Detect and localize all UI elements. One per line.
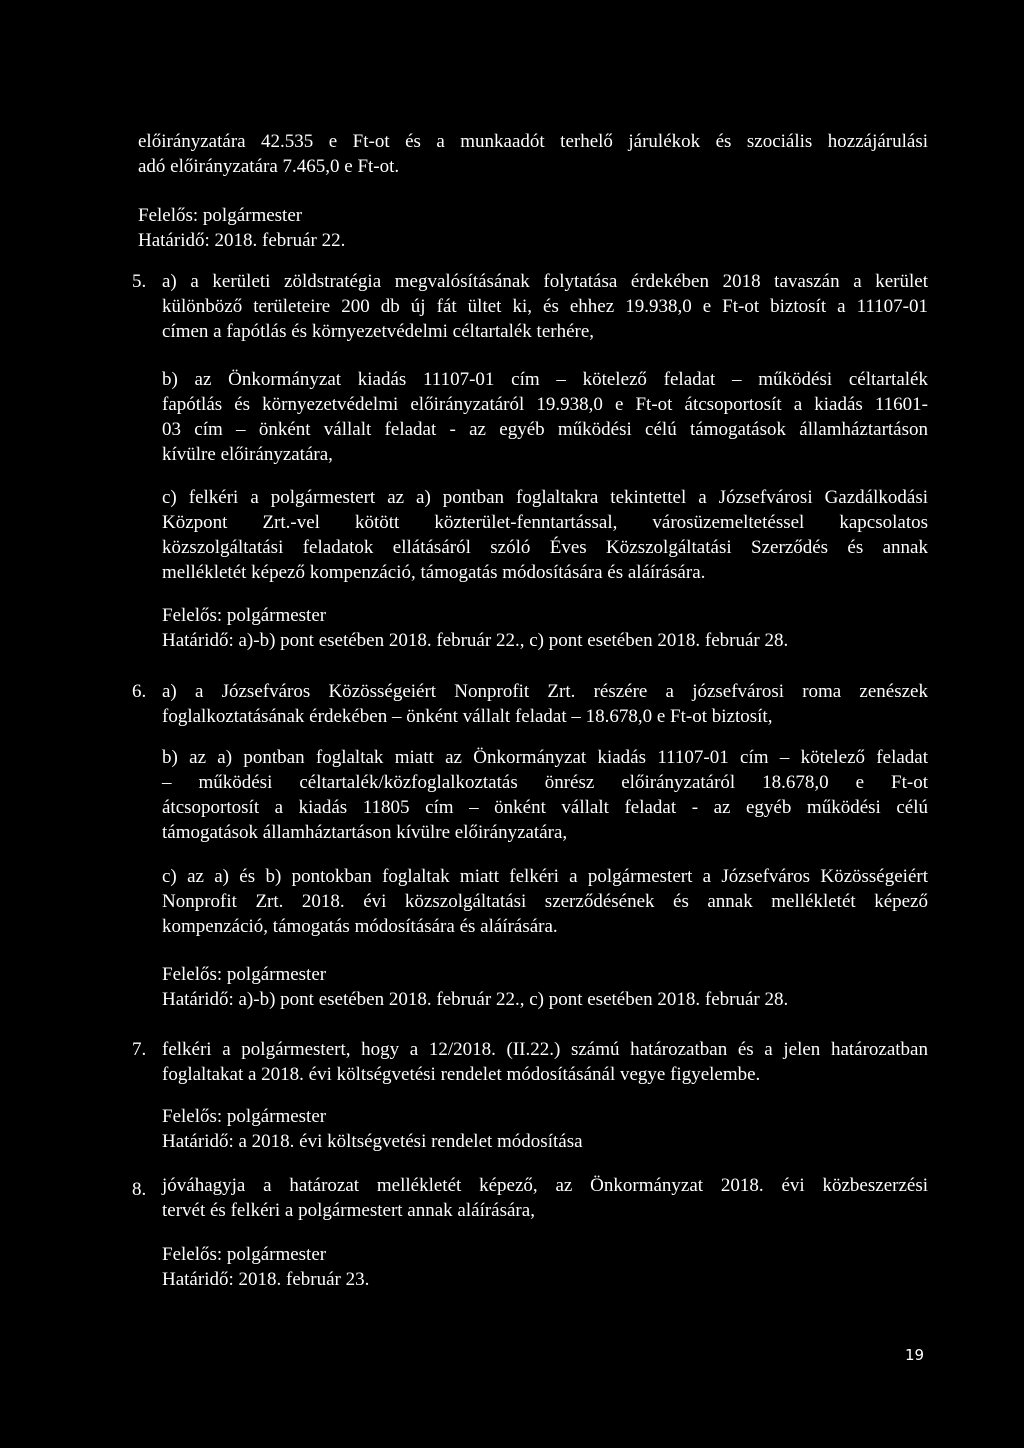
text-line: mellékletét képező kompenzáció, támogatás módosítására és aláírására. (162, 562, 706, 583)
responsible-label: Felelős: polgármester (138, 205, 303, 226)
text-line: c) felkéri a polgármestert az a) pontban foglaltakra tekintettel a Józsefvárosi Gazdálkodási (162, 487, 928, 508)
deadline-label: Határidő: 2018. február 23. (162, 1269, 370, 1290)
responsible-label: Felelős: polgármester (162, 605, 327, 626)
item6-point-b (162, 745, 928, 845)
text-line: felkéri a polgármestert, hogy a 12/2018. (II.22.) számú határozatban és a jelen határozatban (162, 1039, 928, 1060)
text-line: Nonprofit Zrt. 2018. évi közszolgáltatási szerződésének és annak mellékletét képező (162, 891, 928, 912)
deadline-label: Határidő: 2018. február 22. (138, 230, 346, 251)
responsibility-block (162, 603, 928, 653)
text-line: Központ Zrt.-vel kötött közterület-fenntartással, városüzemeltetéssel kapcsolatos (162, 512, 928, 533)
item5-point-c (162, 485, 928, 585)
text-line: címen a fapótlás és környezetvédelmi céltartalék terhére, (162, 321, 595, 342)
text-line: kompenzáció, támogatás módosítására és aláírására. (162, 916, 558, 937)
item7-text (162, 1037, 928, 1087)
text-line: 03 cím – önként vállalt feladat - az egyéb működési célú támogatások államháztartáson (162, 419, 928, 440)
text-line: foglalkoztatásának érdekében – önként vállalt feladat – 18.678,0 e Ft-ot biztosít, (162, 706, 773, 727)
text-line: a) a kerületi zöldstratégia megvalósításának folytatása érdekében 2018 tavaszán a kerület (162, 271, 928, 292)
text-line: a) a Józsefváros Közösségeiért Nonprofit Zrt. részére a józsefvárosi roma zenészek (162, 681, 928, 702)
text-line: közszolgáltatási feladatok ellátásáról szóló Éves Közszolgáltatási Szerződés és annak (162, 537, 928, 558)
text-line: kívülre előirányzatára, (162, 444, 333, 465)
text-line: foglaltakat a 2018. évi költségvetési rendelet módosításánál vegye figyelembe. (162, 1064, 761, 1085)
deadline-label: Határidő: a)-b) pont esetében 2018. február 22., c) pont esetében 2018. február 28. (162, 630, 789, 651)
text-line: támogatások államháztartáson kívülre előirányzatára, (162, 822, 568, 843)
responsible-label: Felelős: polgármester (162, 964, 327, 985)
text-line: b) az Önkormányzat kiadás 11107-01 cím – kötelező feladat – működési céltartalék (162, 369, 928, 390)
deadline-label: Határidő: a 2018. évi költségvetési rendelet módosítása (162, 1131, 583, 1152)
item-number: 5. (132, 271, 147, 292)
responsibility-block (162, 962, 928, 1012)
item6-point-a (162, 679, 928, 729)
responsible-label: Felelős: polgármester (162, 1106, 327, 1127)
text-line: fapótlás és környezetvédelmi előirányzatáról 19.938,0 e Ft-ot átcsoportosít a kiadás 11601- (162, 394, 928, 415)
responsibility-block (162, 1104, 928, 1154)
item-number: 8. (132, 1179, 147, 1200)
item-number: 6. (132, 681, 147, 702)
text-line: különböző területeire 200 db új fát ültet ki, és ehhez 19.938,0 e Ft-ot biztosít a 11107-01 (162, 296, 928, 317)
text-line: előirányzatára 42.535 e Ft-ot és a munkaadót terhelő járulékok és szociális hozzájárulási (138, 131, 928, 152)
text-line: tervét és felkéri a polgármestert annak aláírására, (162, 1200, 535, 1221)
responsibility-block (162, 1242, 928, 1292)
continuation-paragraph (138, 129, 928, 179)
text-line: b) az a) pontban foglaltak miatt az Önkormányzat kiadás 11107-01 cím – kötelező feladat (162, 747, 928, 768)
responsible-label: Felelős: polgármester (162, 1244, 327, 1265)
page-number: 19 (905, 1346, 925, 1364)
text-line: átcsoportosít a kiadás 11805 cím – önként vállalt feladat - az egyéb működési célú (162, 797, 928, 818)
item-number: 7. (132, 1039, 147, 1060)
text-line: jóváhagyja a határozat mellékletét képező, az Önkormányzat 2018. évi közbeszerzési (162, 1175, 928, 1196)
item5-point-b (162, 367, 928, 467)
text-line: c) az a) és b) pontokban foglaltak miatt felkéri a polgármestert a Józsefváros Közösségeiért (162, 866, 928, 887)
item6-point-c (162, 864, 928, 939)
text-line: adó előirányzatára 7.465,0 e Ft-ot. (138, 156, 400, 177)
responsibility-block (138, 203, 928, 253)
text-line: – működési céltartalék/közfoglalkoztatás önrész előirányzatáról 18.678,0 e Ft-ot (162, 772, 928, 793)
item8-text (162, 1173, 928, 1223)
item5-point-a (162, 269, 928, 344)
deadline-label: Határidő: a)-b) pont esetében 2018. február 22., c) pont esetében 2018. február 28. (162, 989, 789, 1010)
